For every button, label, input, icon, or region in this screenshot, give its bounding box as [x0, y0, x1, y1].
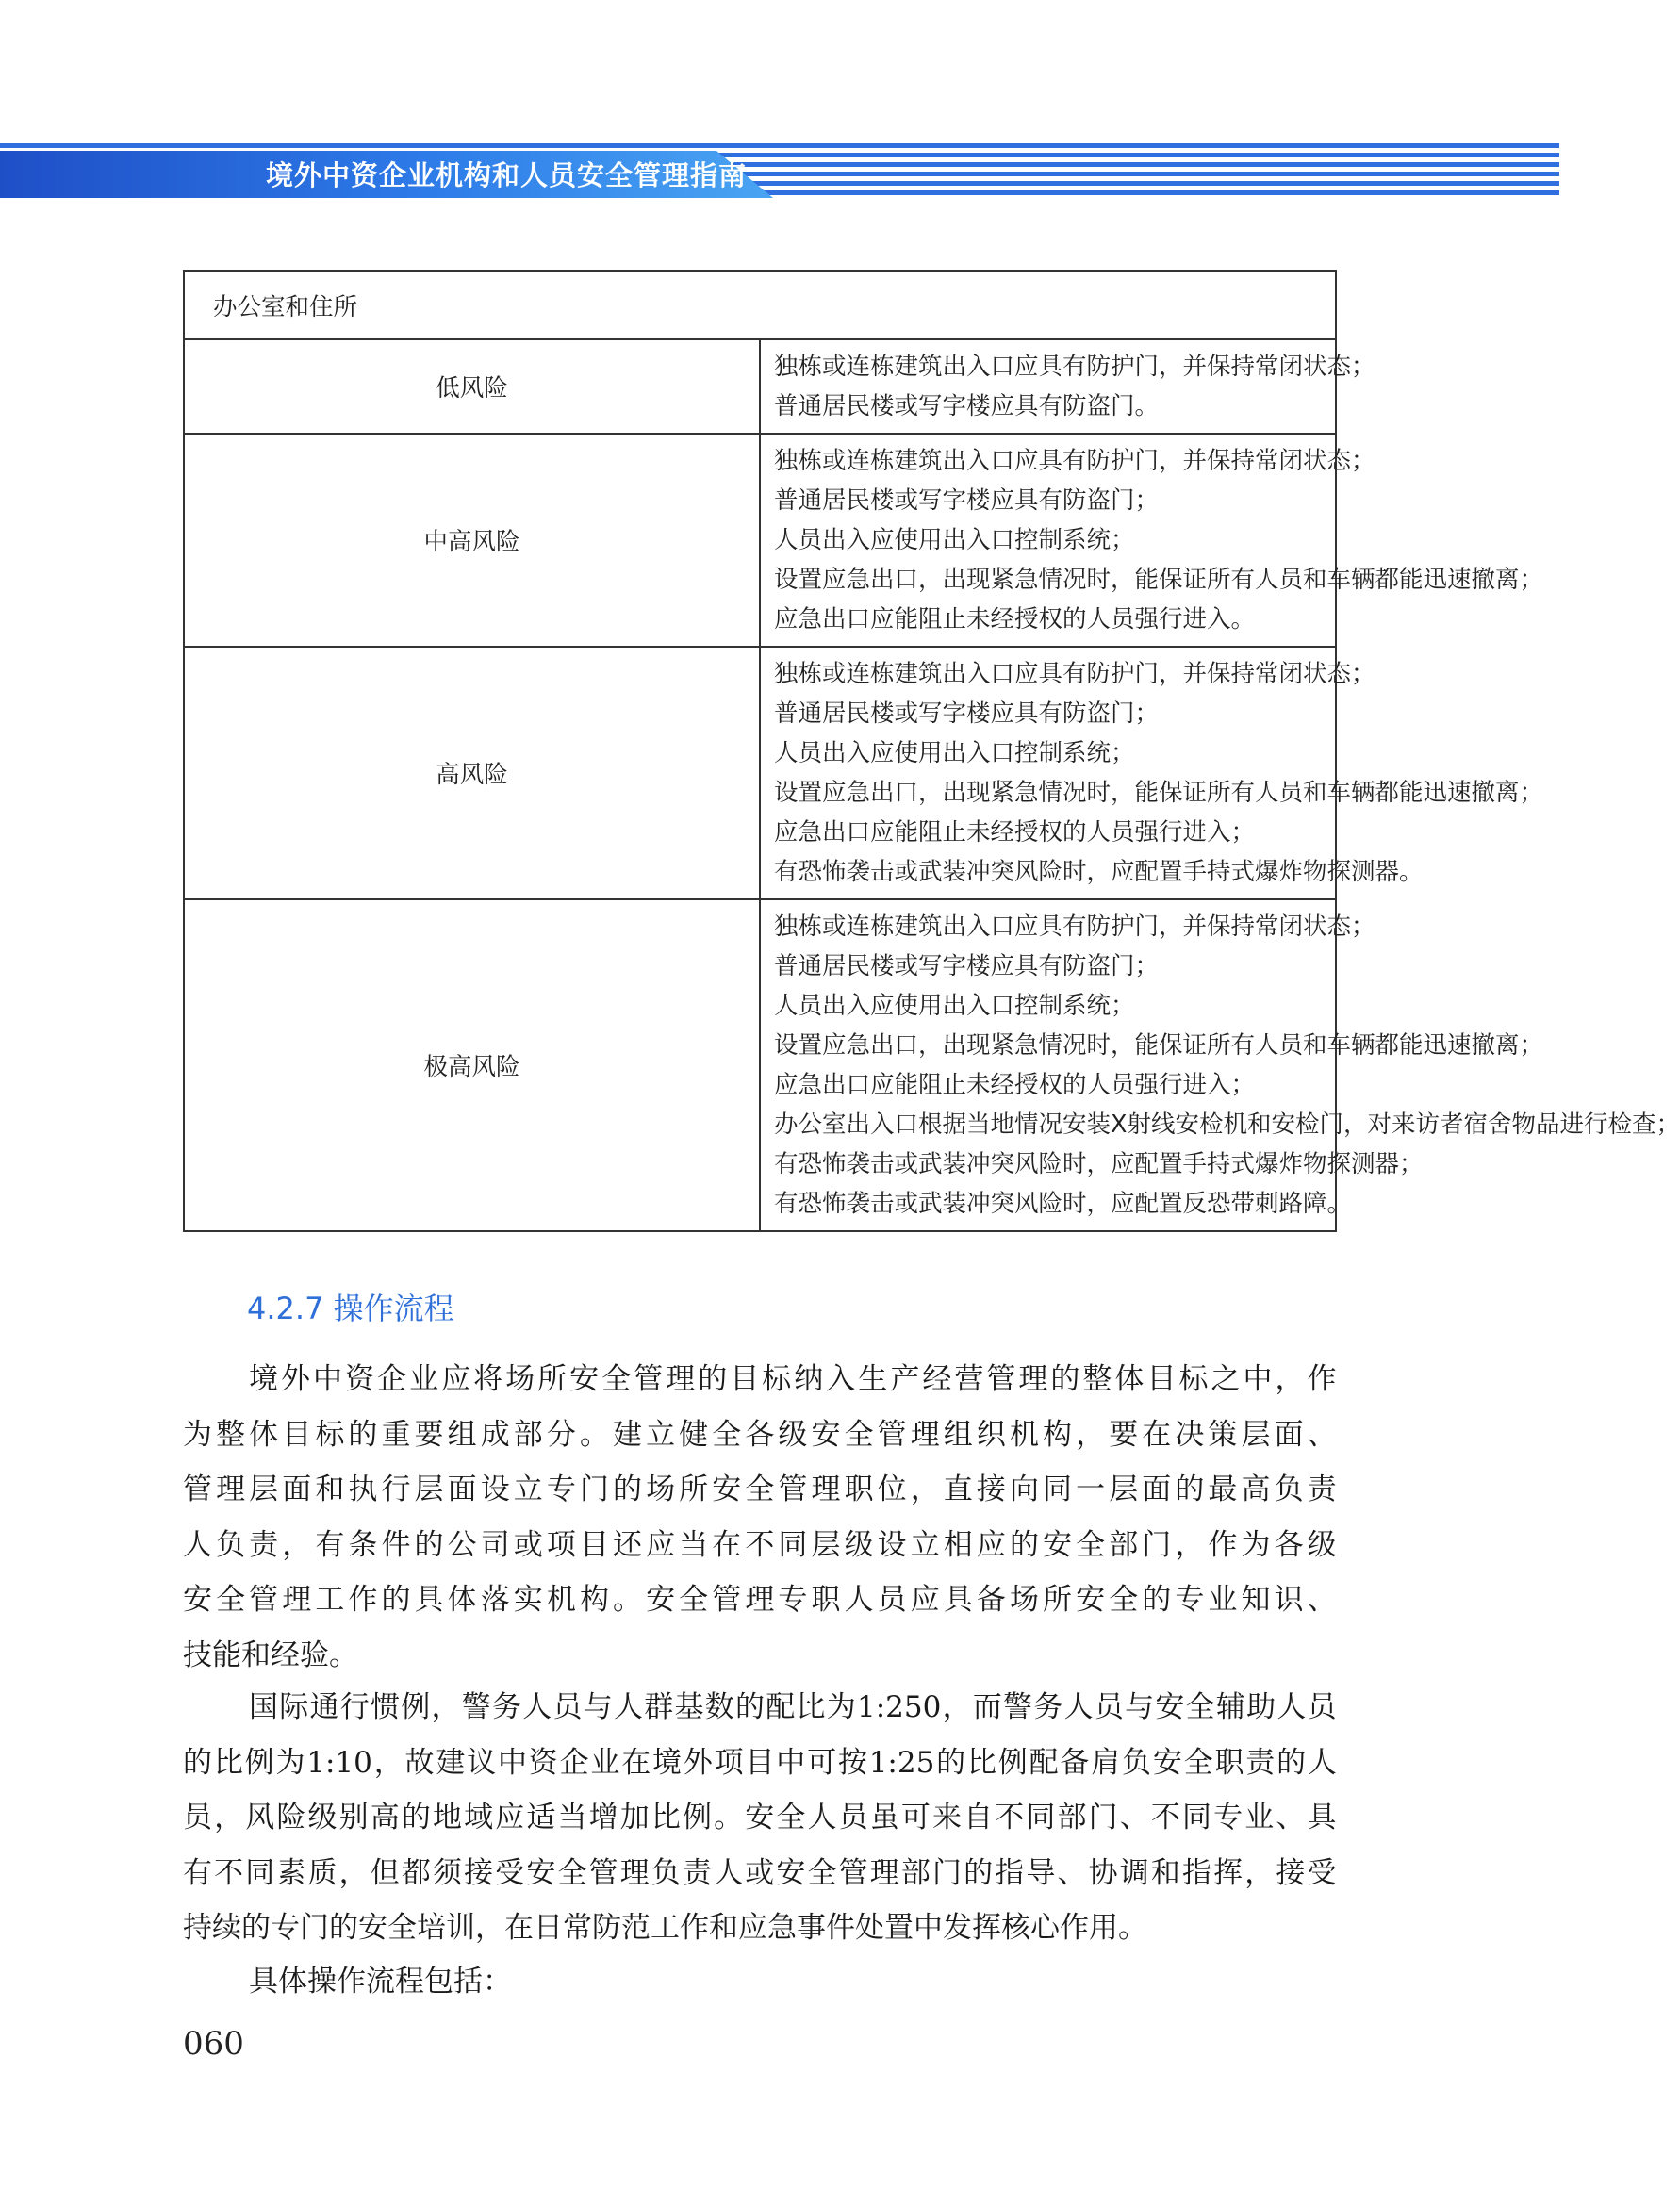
risk-level-row	[184, 434, 1336, 647]
paragraph-line: 管 理 层 面 和 执 行 层 面 设 立 专 门 的 场 所 安 全 管 理 职 位 ， 直 接 向 同 一 层 面 的 最 高 负 责	[183, 1473, 1337, 1506]
requirement-item: 普通居民楼或写字楼应具有防盗门；	[774, 952, 1160, 980]
paragraph-line: 具体操作流程包括：	[249, 1965, 512, 1999]
paragraph-1	[183, 1352, 1337, 1683]
paragraph-line: 安 全 管 理 工 作 的 具 体 落 实 机 构 。 安 全 管 理 专 职 人 员 应 具 备 场 所 安 全 的 专 业 知 识 、	[183, 1583, 1337, 1617]
requirement-item: 办公室出入口根据当地情况安装X射线安检机和安检门，对来访者宿舍物品进行检查；	[774, 1111, 1680, 1139]
requirements-cell	[760, 434, 1544, 647]
table-heading: 办公室和住所	[184, 271, 1336, 339]
security-requirements-table	[183, 270, 1680, 1232]
table-header-row	[184, 271, 1336, 339]
section-heading: 4.2.7 操作流程	[247, 1291, 454, 1326]
paragraph-line: 有 不 同 素 质 ， 但 都 须 接 受 安 全 管 理 负 责 人 或 安 全 管 理 部 门 的 指 导 、 协 调 和 指 挥 ， 接 受	[183, 1855, 1337, 1890]
requirement-item: 有恐怖袭击或武装冲突风险时，应配置手持式爆炸物探测器；	[774, 1150, 1424, 1178]
requirement-item: 应急出口应能阻止未经授权的人员强行进入；	[774, 1071, 1256, 1099]
requirement-item: 设置应急出口，出现紧急情况时，能保证所有人员和车辆都能迅速撤离；	[774, 1031, 1544, 1060]
paragraph-line: 持续的专门的安全培训，在日常防范工作和应急事件处置中发挥核心作用。	[183, 1911, 1147, 1945]
paragraph-line: 的 比 例 为 1:10 ， 故 建 议 中 资 企 业 在 境 外 项 目 中 可 按 1:25 的 比 例 配 备 肩 负 安 全 职 责 的 人	[183, 1745, 1337, 1780]
requirement-item: 有恐怖袭击或武装冲突风险时，应配置手持式爆炸物探测器。	[774, 858, 1424, 886]
paragraph-line: 员 ， 风 险 级 别 高 的 地 域 应 适 当 增 加 比 例 。 安 全 人 员 虽 可 来 自 不 同 部 门 、 不 同 专 业 、 具	[183, 1801, 1337, 1835]
requirement-item: 人员出入应使用出入口控制系统；	[774, 739, 1135, 767]
risk-level-label: 极高风险	[184, 899, 760, 1231]
risk-level-label: 高风险	[184, 647, 760, 899]
risk-level-label: 中高风险	[184, 434, 760, 647]
requirement-item: 独栋或连栋建筑出入口应具有防护门，并保持常闭状态；	[774, 913, 1375, 941]
risk-level-row	[184, 647, 1336, 899]
requirement-item: 普通居民楼或写字楼应具有防盗门。	[774, 392, 1160, 420]
paragraph-line: 人 负 责 ， 有 条 件 的 公 司 或 项 目 还 应 当 在 不 同 层 级 设 立 相 应 的 安 全 部 门 ， 作 为 各 级	[183, 1527, 1337, 1562]
running-header-title: 境外中资企业机构和人员安全管理指南	[266, 159, 748, 191]
requirement-item: 有恐怖袭击或武装冲突风险时，应配置反恐带刺路障。	[774, 1190, 1352, 1218]
requirements-cell	[760, 339, 1375, 434]
page-number: 060	[183, 2025, 244, 2063]
paragraph-line: 境 外 中 资 企 业 应 将 场 所 安 全 管 理 的 目 标 纳 入 生 产 经 营 管 理 的 整 体 目 标 之 中 ， 作	[249, 1362, 1337, 1396]
paragraph-line: 国 际 通 行 惯 例 ， 警 务 人 员 与 人 群 基 数 的 配 比 为 1:250 ， 而 警 务 人 员 与 安 全 辅 助 人 员	[249, 1690, 1337, 1724]
requirement-item: 普通居民楼或写字楼应具有防盗门；	[774, 486, 1160, 515]
requirements-cell	[760, 647, 1544, 899]
paragraph-line: 技能和经验。	[183, 1637, 358, 1672]
risk-level-row	[184, 339, 1336, 434]
risk-level-row	[184, 899, 1336, 1231]
requirement-item: 设置应急出口，出现紧急情况时，能保证所有人员和车辆都能迅速撤离；	[774, 779, 1544, 807]
paragraph-line: 为 整 体 目 标 的 重 要 组 成 部 分 。 建 立 健 全 各 级 安 全 管 理 组 织 机 构 ， 要 在 决 策 层 面 、	[183, 1417, 1337, 1452]
paragraph-2	[183, 1680, 1337, 1956]
requirement-item: 独栋或连栋建筑出入口应具有防护门，并保持常闭状态；	[774, 353, 1375, 381]
requirement-item: 设置应急出口，出现紧急情况时，能保证所有人员和车辆都能迅速撤离；	[774, 566, 1544, 594]
requirement-item: 独栋或连栋建筑出入口应具有防护门，并保持常闭状态；	[774, 660, 1375, 688]
requirements-cell	[760, 899, 1680, 1231]
requirement-item: 独栋或连栋建筑出入口应具有防护门，并保持常闭状态；	[774, 447, 1375, 475]
requirement-item: 普通居民楼或写字楼应具有防盗门；	[774, 699, 1160, 728]
requirement-item: 应急出口应能阻止未经授权的人员强行进入。	[774, 605, 1256, 634]
requirement-item: 人员出入应使用出入口控制系统；	[774, 526, 1135, 554]
requirement-item: 应急出口应能阻止未经授权的人员强行进入；	[774, 818, 1256, 847]
requirement-item: 人员出入应使用出入口控制系统；	[774, 992, 1135, 1020]
risk-level-label: 低风险	[184, 339, 760, 434]
paragraph-3	[183, 1954, 1337, 2010]
